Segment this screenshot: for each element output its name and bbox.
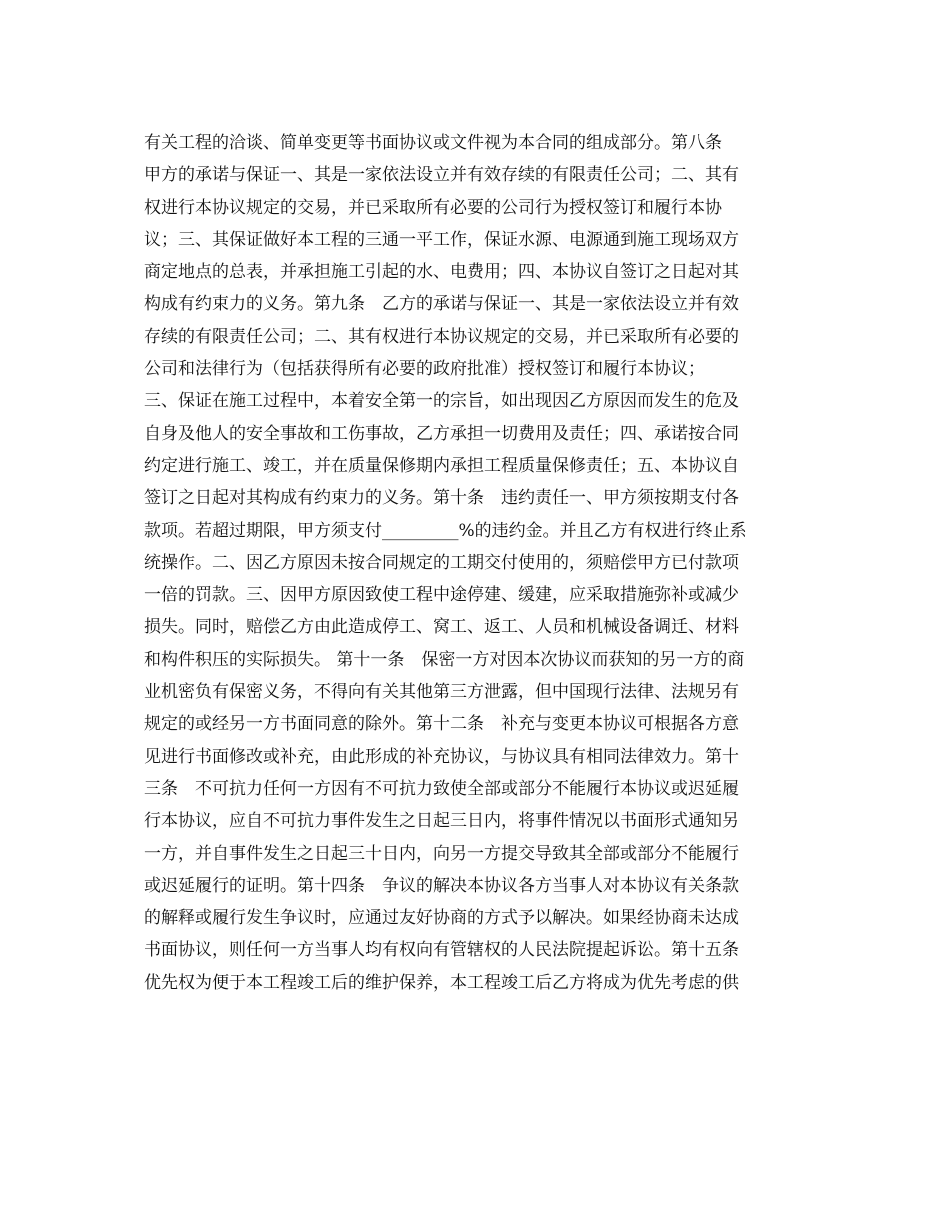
text-line: 统操作。二、因乙方原因未按合同规定的工期交付使用的，须赔偿甲方已付款项 xyxy=(144,552,739,573)
text-line: 议；三、其保证做好本工程的三通一平工作，保证水源、电源通到施工现场双方 xyxy=(144,229,739,250)
text-line: 有关工程的洽谈、简单变更等书面协议或文件视为本合同的组成部分。第八条 xyxy=(144,133,722,153)
text-line: 优先权为便于本工程竣工后的维护保养，本工程竣工后乙方将成为优先考虑的供 xyxy=(144,972,739,993)
text-line: 三、保证在施工过程中，本着安全第一的宗旨，如出现因乙方原因而发生的危及 xyxy=(144,391,739,412)
text-line: 款项。若超过期限，甲方须支付_________%的违约金。并且乙方有权进行终止系 xyxy=(144,520,747,541)
text-line: 业机密负有保密义务，不得向有关其他第三方泄露，但中国现行法律、法规另有 xyxy=(144,682,739,703)
text-line: 约定进行施工、竣工，并在质量保修期内承担工程质量保修责任；五、本协议自 xyxy=(144,455,739,476)
text-line: 构成有约束力的义务。第九条 乙方的承诺与保证一、其是一家依法设立并有效 xyxy=(144,294,739,315)
contract-text-body xyxy=(144,127,804,999)
text-line: 的解释或履行发生争议时，应通过友好协商的方式予以解决。如果经协商未达成 xyxy=(144,908,739,929)
text-line: 存续的有限责任公司；二、其有权进行本协议规定的交易，并已采取所有必要的 xyxy=(144,326,739,347)
text-line: 自身及他人的安全事故和工伤事故，乙方承担一切费用及责任；四、承诺按合同 xyxy=(144,423,739,444)
text-line: 公司和法律行为（包括获得所有必要的政府批准）授权签订和履行本协议； xyxy=(144,359,705,380)
text-line: 甲方的承诺与保证一、其是一家依法设立并有效存续的有限责任公司；二、其有 xyxy=(144,165,739,186)
text-line: 书面协议，则任何一方当事人均有权向有管辖权的人民法院提起诉讼。第十五条 xyxy=(144,940,739,961)
text-line: 行本协议，应自不可抗力事件发生之日起三日内，将事件情况以书面形式通知另 xyxy=(144,811,739,832)
text-line: 损失。同时，赔偿乙方由此造成停工、窝工、返工、人员和机械设备调迁、材料 xyxy=(144,617,739,638)
text-line: 一倍的罚款。三、因甲方原因致使工程中途停建、缓建，应采取措施弥补或减少 xyxy=(144,585,739,606)
text-line: 和构件积压的实际损失。 第十一条 保密一方对因本次协议而获知的另一方的商 xyxy=(144,649,745,670)
text-line: 签订之日起对其构成有约束力的义务。第十条 违约责任一、甲方须按期支付各 xyxy=(144,488,739,509)
text-line: 一方，并自事件发生之日起三十日内，向另一方提交导致其全部或部分不能履行 xyxy=(144,843,739,864)
text-line: 规定的或经另一方书面同意的除外。第十二条 补充与变更本协议可根据各方意 xyxy=(144,714,739,735)
text-line: 商定地点的总表，并承担施工引起的水、电费用；四、本协议自签订之日起对其 xyxy=(144,262,739,283)
text-line: 或迟延履行的证明。第十四条 争议的解决本协议各方当事人对本协议有关条款 xyxy=(144,875,739,896)
text-line: 三条 不可抗力任何一方因有不可抗力致使全部或部分不能履行本协议或迟延履 xyxy=(144,778,739,799)
text-line: 权进行本协议规定的交易，并已采取所有必要的公司行为授权签订和履行本协 xyxy=(144,197,722,218)
text-line: 见进行书面修改或补充，由此形成的补充协议，与协议具有相同法律效力。第十 xyxy=(144,746,739,767)
